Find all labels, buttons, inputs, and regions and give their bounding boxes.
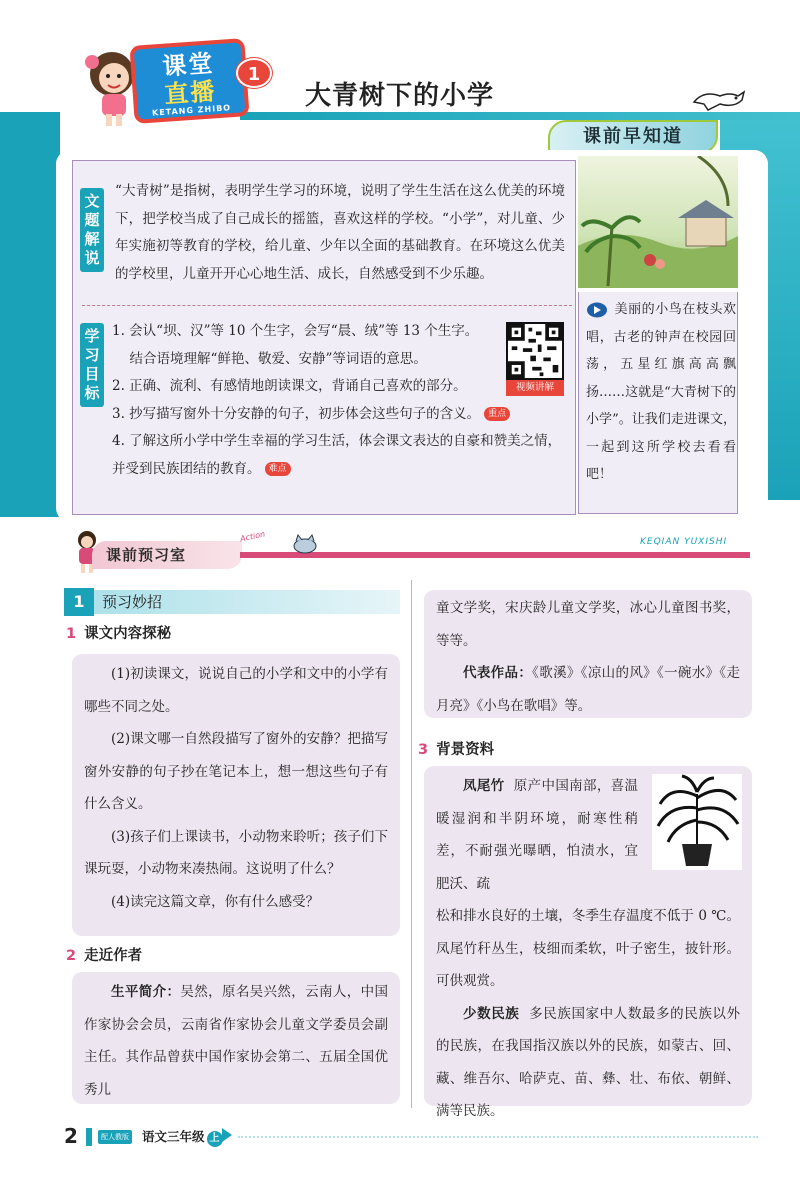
story-text: 美丽的小鸟在枝头欢唱，古老的钟声在校园回荡，五星红旗高高飘扬……这就是“大青树下的小学”。让我们走进课文，一起到这所学校去看看吧！ xyxy=(586,302,736,482)
goal-item: 2. 正确、流利、有感情地朗读课文，背诵自己喜欢的部分。 xyxy=(112,378,467,394)
qr-code-icon[interactable] xyxy=(506,322,564,380)
works-label: 代表作品： xyxy=(463,665,533,681)
subject-text: 语文三年级 xyxy=(142,1129,205,1144)
heading-text: 走近作者 xyxy=(84,948,143,964)
question-item: (3)孩子们上课读书，小动物来聆听；孩子们下课玩耍，小动物来凑热闹。这说明了什么？ xyxy=(84,828,388,877)
fern-bamboo-plant-icon xyxy=(652,774,742,870)
minority-term: 少数民族 xyxy=(463,1005,520,1022)
question-item: (1)初读课文，说说自己的小学和文中的小学有哪些不同之处。 xyxy=(84,666,388,715)
title-explanation: “大青树”是指树，表明学生学习的环境，说明了学生生活在这么优美的环境下，把学校当成了自己成长的摇篮，喜欢这样的学校。“小学”，对儿童、少年实施初等教育的学校，给儿童、少年以全面的基础教育。在环境这么优美的学校里，儿童开开心心地生活、成长，自然感受到不少乐趣。 xyxy=(115,183,565,282)
goal-item-text: 3. 抄写描写窗外十分安静的句子，初步体会这些句子的含义。 xyxy=(112,405,481,422)
story-text-wrap xyxy=(586,296,736,489)
publisher-tag: 配人教版 xyxy=(98,1130,132,1144)
heading-text: 背景资料 xyxy=(436,742,495,758)
author-box xyxy=(72,972,400,1104)
bio-text: 吴然，原名吴兴然，云南人，中国作家协会会员，云南省作家协会儿童文学委员会副主任。其作品曾获中国作家协会第二、五届全国优秀儿 xyxy=(84,984,389,1098)
tips-title: 预习妙招 xyxy=(102,593,163,611)
heading-content-explore xyxy=(66,622,171,643)
heading-number: 3 xyxy=(418,742,429,758)
section-pinyin: KEQIAN YUXISHI xyxy=(640,537,728,547)
action-word: Action xyxy=(239,529,266,544)
logo-line2: 直播 xyxy=(163,77,218,109)
goal-item: 1. 会认“坝、汉”等 10 个生字，会写“晨、绒”等 13 个生字。 xyxy=(112,323,479,339)
minority-text: 多民族国家中人数最多的民族以外的民族，在我国指汉族以外的民族，如蒙古、回、藏、维吾尔、哈萨克、苗、彝、壮、布依、朝鲜、满等民族。 xyxy=(436,1005,741,1119)
minority-entry xyxy=(436,998,740,1128)
goal-item-cont: 结合语境理解“鲜艳、敬爱、安静”等词语的意思。 xyxy=(129,350,427,367)
lesson-number-badge: 1 xyxy=(236,58,272,88)
footer-subject xyxy=(142,1127,223,1147)
plant-entry-a xyxy=(436,770,638,900)
logo-pinyin: KETANG ZHIBO xyxy=(151,103,232,118)
heading-text: 课文内容探秘 xyxy=(84,626,172,642)
grade-mark: 上 xyxy=(207,1131,223,1147)
works-text: 《歌溪》《凉山的风》《一碗水》《走月亮》《小鸟在歌唱》等。 xyxy=(436,665,741,714)
left-teal-band xyxy=(0,112,60,517)
tips-number: 1 xyxy=(64,588,94,616)
tag-learning-goals: 学习目标 xyxy=(80,323,104,407)
difficult-point-badge: 难点 xyxy=(265,462,291,476)
goal-item xyxy=(112,346,492,374)
heading-background xyxy=(418,738,494,759)
section-preview-room: 课前预习室 xyxy=(92,541,242,569)
goal-item xyxy=(112,428,567,483)
school-scene-illustration xyxy=(578,156,738,288)
footer-bar xyxy=(86,1128,92,1146)
ketang-zhibo-logo xyxy=(129,38,249,124)
questions-box xyxy=(72,654,400,936)
tag-title-explain: 文题解说 xyxy=(80,188,104,272)
play-audio-icon[interactable] xyxy=(586,302,608,318)
heading-number: 2 xyxy=(66,948,77,964)
cat-icon xyxy=(290,532,320,554)
key-point-badge: 重点 xyxy=(484,407,510,421)
heading-author xyxy=(66,944,142,965)
author-continued-box xyxy=(424,590,752,718)
works xyxy=(436,657,740,722)
footer-dots xyxy=(238,1136,758,1138)
learning-goals-list xyxy=(112,318,567,483)
plant-entry-b: 松和排水良好的土壤，冬季生存温度不低于 0 ℃。凤尾竹秆丛生，枝细而柔软，叶子密生，披针形。可供观赏。 xyxy=(436,908,740,989)
intro-divider xyxy=(82,305,572,306)
lesson-title: 大青树下的小学 xyxy=(305,81,495,111)
bio-label: 生平简介： xyxy=(111,984,181,1000)
preview-tab: 课前早知道 xyxy=(548,120,718,154)
goal-item xyxy=(112,401,567,429)
question-item: (4)读完这篇文章，你有什么感受？ xyxy=(111,893,320,910)
author-bio xyxy=(84,976,388,1106)
column-divider xyxy=(411,580,412,1108)
plant-term: 凤尾竹 xyxy=(463,778,505,794)
heading-number: 1 xyxy=(66,626,77,642)
logo-line1: 课堂 xyxy=(161,49,216,81)
page-number: 2 xyxy=(64,1124,78,1148)
bio-continued: 童文学奖，宋庆龄儿童文学奖，冰心儿童图书奖，等等。 xyxy=(436,600,740,649)
goal-item-text: 4. 了解这所小学中学生幸福的学习生活，体会课文表达的自豪和赞美之情，并受到民族团结的教育。 xyxy=(112,433,562,477)
footer-arrow-icon xyxy=(222,1128,232,1142)
question-item: (2)课文哪一自然段描写了窗外的安静？把描写窗外安静的句子抄在笔记本上，想一想这些句子有什么含义。 xyxy=(84,731,388,812)
video-explain-label[interactable]: 视频讲解 xyxy=(506,380,564,396)
running-dog-icon xyxy=(690,86,746,114)
plant-text-a: 原产中国南部，喜温暖湿润和半阴环境，耐寒性稍差，不耐强光曝晒，怕渍水，宜肥沃、疏 xyxy=(436,778,639,892)
